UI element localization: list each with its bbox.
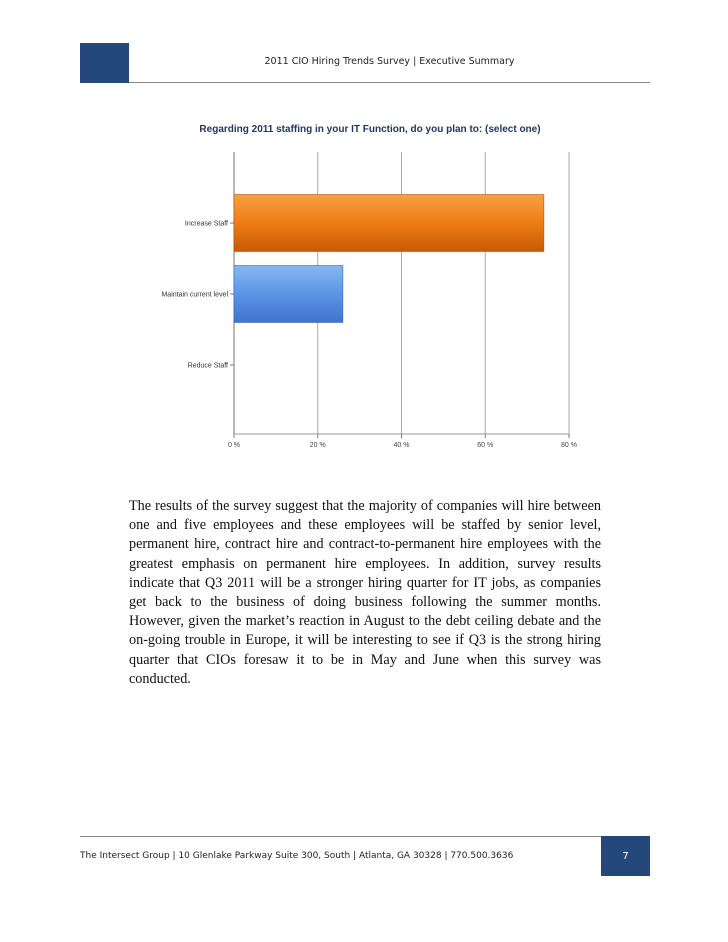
- category-label: Maintain current level: [161, 291, 228, 299]
- body-paragraph: The results of the survey suggest that the majority of companies will hire between one and five employees and these employees will be staffed by senior level, permanent hire, contract hire and contract-to-permanent hire employees with the greatest emphasis on permanent hire employees. In addition, survey results indicate that Q3 2011 will be a stronger hiring quarter for IT jobs, as companies get back to the business of doing business following the summer months. However, given the market’s reaction in August to the debt ceiling debate and the on-going trouble in Europe, it will be interesting to see if Q3 is the strong hiring quarter that CIOs foresaw it to be in May and June when this survey was conducted.: [129, 498, 601, 687]
- x-tick-label: 0 %: [227, 442, 241, 449]
- header-title: 2011 CIO Hiring Trends Survey | Executive Summary: [264, 56, 515, 67]
- category-label: Increase Staff: [184, 220, 228, 228]
- category-label: Reduce Staff: [187, 362, 228, 370]
- page-number: 7: [622, 850, 629, 862]
- page-number-badge: [601, 836, 650, 876]
- x-tick-label: 40 %: [393, 442, 410, 449]
- chart-title: Regarding 2011 staffing in your IT Function, do you plan to: (select one): [199, 124, 541, 135]
- footer-contact-text: The Intersect Group | 10 Glenlake Parkway Suite 300, South | Atlanta, GA 30328 | 770.500.3636: [80, 851, 514, 861]
- footer-rule: [80, 836, 650, 837]
- bar-maintain-current-level: [234, 266, 343, 323]
- x-tick-label: 60 %: [477, 442, 494, 449]
- bar-increase-staff: [234, 195, 544, 252]
- x-tick-label: 20 %: [309, 442, 326, 449]
- staffing-bar-chart: [0, 0, 728, 470]
- x-tick-label: 80 %: [561, 442, 577, 449]
